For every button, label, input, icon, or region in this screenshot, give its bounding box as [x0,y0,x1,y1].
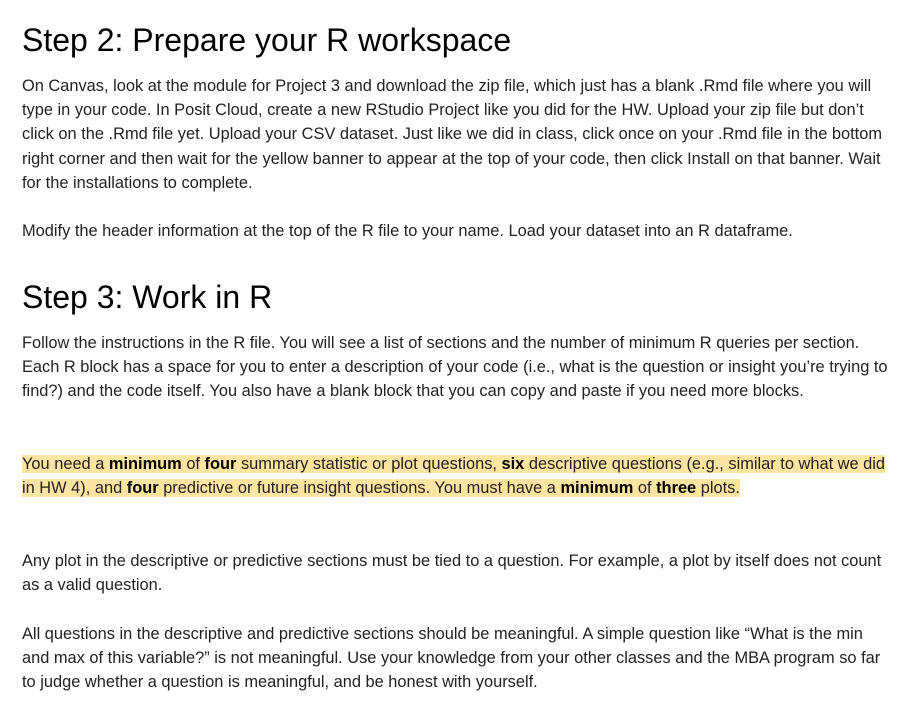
highlight-text: predictive or future insight questions. You must have a [158,479,561,498]
step2-header-paragraph: Modify the header information at the top of the R file to your name. Load your dataset into an R dataframe. [22,222,793,240]
highlight-bold-four: four [126,479,159,498]
step3-instructions-paragraph: Follow the instructions in the R file. You will see a list of sections and the number of minimum R queries per section. Each R block has a space for you to enter a description of your code (i.e., what is the question or insight you’re trying to find?) and the code itself. You also have a blank block that you can copy and paste if you need more blocks. [22,334,888,401]
highlight-text: You need a [22,455,109,473]
highlight-text: descriptive questions (e.g., similar to what we did in HW 4), and [22,455,886,498]
highlight-text: summary statistic or plot questions, [236,455,502,473]
meaningful-questions-paragraph: All questions in the descriptive and predictive sections should be meaningful. A simple question like “What is the min and max of this variable?” is not meaningful. Use your knowledge from your other classes and the MBA program so far to judge whether a question is meaningful, and be honest with yourself. [22,625,881,692]
highlight-bold-three: three [656,479,697,498]
step2-heading: Step 2: Prepare your R workspace [22,22,512,58]
step2-instructions-paragraph: On Canvas, look at the module for Project 3 and download the zip file, which just has a blank .Rmd file where you will type in your code. In Posit Cloud, create a new RStudio Project like you did for the HW. Upload your zip file but don’t click on the .Rmd file yet. Upload your CSV dataset. Just like we did in class, click once on your .Rmd file in the bottom right corner and then wait for the yellow banner to appear at the top of your code, then click Install on that banner. Wait for the installations to complete. [22,77,882,192]
highlight-bold-four: four [204,455,237,473]
highlight-text: of [181,455,205,473]
requirements-highlight [22,455,885,497]
highlight-bold-six: six [501,455,525,473]
step3-heading: Step 3: Work in R [22,279,273,315]
highlight-text: of [633,479,657,498]
plot-question-paragraph: Any plot in the descriptive or predictive sections must be tied to a question. For example, a plot by itself does not count as a valid question. [22,552,882,595]
highlight-bold-minimum: minimum [560,479,634,498]
requirements-highlight-paragraph [22,452,888,500]
highlight-bold-minimum: minimum [108,455,182,473]
highlight-text: plots. [696,479,740,498]
